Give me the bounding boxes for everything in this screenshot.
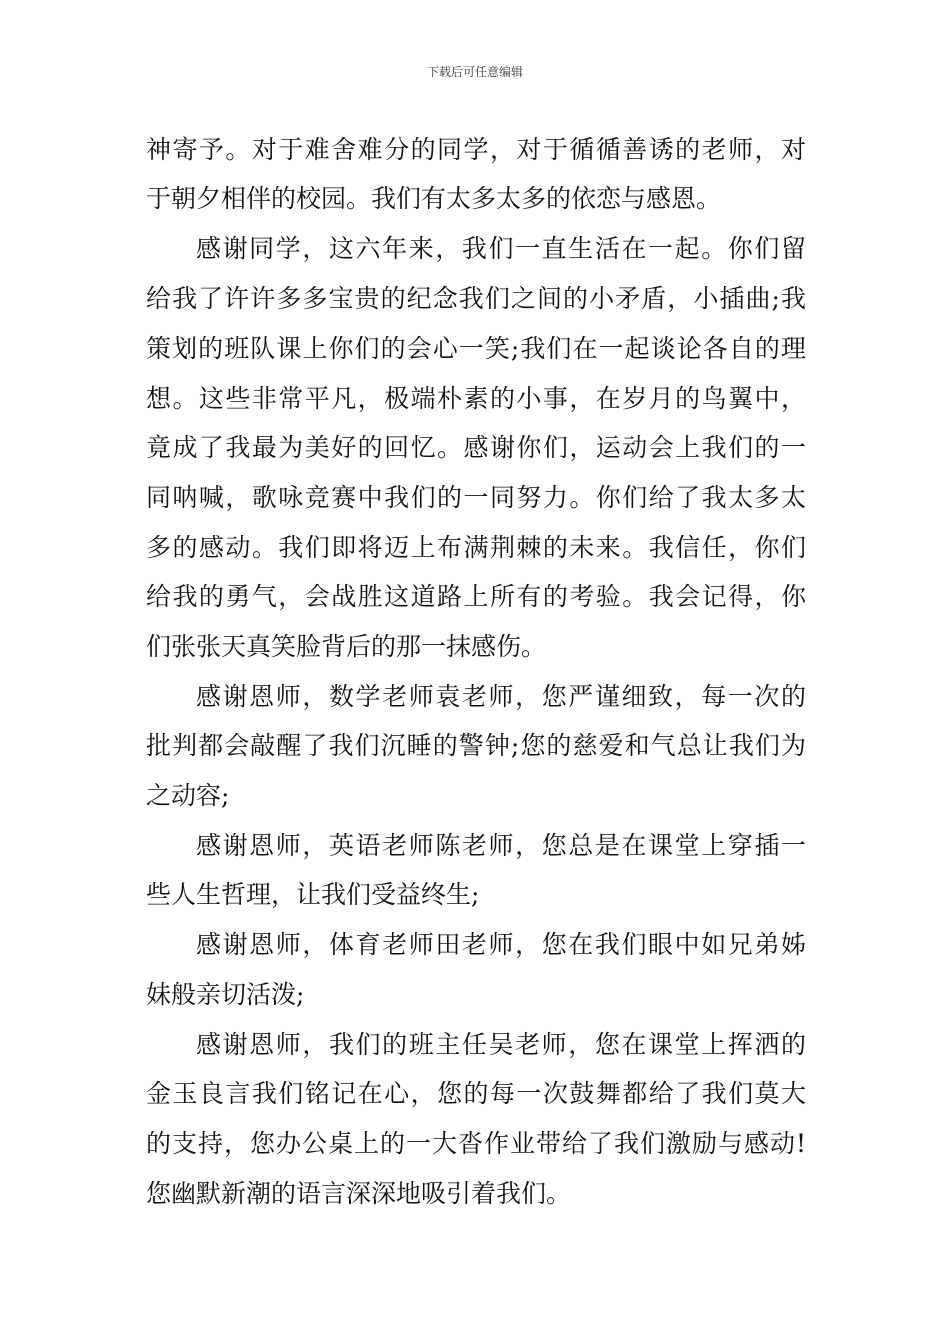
text-line: 给我的勇气，会战胜这道路上所有的考验。我会记得，你 bbox=[146, 582, 806, 611]
page-header: 下载后可任意编辑 bbox=[426, 65, 523, 79]
text-line: 多的感动。我们即将迈上布满荆棘的未来。我信任，你们 bbox=[146, 533, 806, 562]
paragraph-first-line: 感谢恩师，数学老师袁老师，您严谨细致，每一次的 bbox=[196, 682, 806, 711]
text-line: 金玉良言我们铭记在心，您的每一次鼓舞都给了我们莫大 bbox=[146, 1079, 806, 1108]
text-line: 想。这些非常平凡，极端朴素的小事，在岁月的鸟翼中， bbox=[146, 384, 806, 413]
text-line: 批判都会敲醒了我们沉睡的警钟;您的慈爱和气总让我们为 bbox=[146, 731, 806, 760]
text-line: 神寄予。对于难舍难分的同学，对于循循善诱的老师，对 bbox=[146, 135, 806, 164]
text-line: 于朝夕相伴的校园。我们有太多太多的依恋与感恩。 bbox=[146, 184, 722, 213]
paragraph-first-line: 感谢同学，这六年来，我们一直生活在一起。你们留 bbox=[196, 234, 806, 263]
text-line: 之动容; bbox=[146, 781, 230, 810]
paragraph-first-line: 感谢恩师，我们的班主任吴老师，您在课堂上挥洒的 bbox=[196, 1030, 806, 1059]
text-line: 同呐喊，歌咏竞赛中我们的一同努力。你们给了我太多太 bbox=[146, 483, 806, 512]
text-line: 的支持，您办公桌上的一大沓作业带给了我们激励与感动! bbox=[146, 1129, 806, 1158]
text-line: 些人生哲理，让我们受益终生; bbox=[146, 880, 480, 909]
paragraph-first-line: 感谢恩师，体育老师田老师，您在我们眼中如兄弟姊 bbox=[196, 930, 806, 959]
text-line: 们张张天真笑脸背后的那一抹感伤。 bbox=[146, 632, 547, 661]
text-line: 您幽默新潮的语言深深地吸引着我们。 bbox=[146, 1179, 572, 1208]
text-line: 策划的班队课上你们的会心一笑;我们在一起谈论各自的理 bbox=[146, 334, 806, 363]
text-line: 竟成了我最为美好的回忆。感谢你们，运动会上我们的一 bbox=[146, 433, 806, 462]
text-line: 妹般亲切活泼; bbox=[146, 980, 305, 1009]
paragraph-first-line: 感谢恩师，英语老师陈老师，您总是在课堂上穿插一 bbox=[196, 831, 806, 860]
text-line: 给我了许许多多宝贵的纪念我们之间的小矛盾，小插曲;我 bbox=[146, 284, 806, 313]
